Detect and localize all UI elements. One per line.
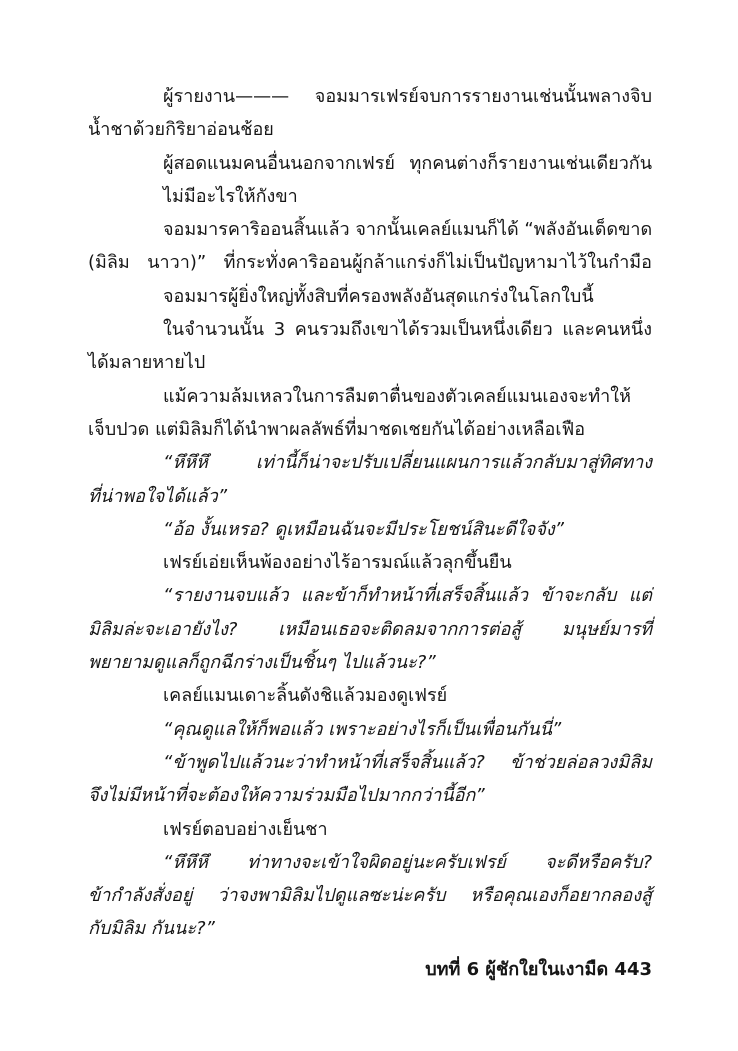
dialogue-line: กับมิลิม กันนะ?”: [88, 918, 215, 940]
narration-line: ไม่มีอะไรให้กังขา: [163, 185, 298, 207]
page-body-text: [88, 80, 652, 946]
narration-line: ผู้รายงาน——— จอมมารเฟรย์จบการรายงานเช่นนั้นพลางจิบ: [163, 86, 652, 107]
narration-line: จอมมารคาริออนสิ้นแล้ว จากนั้นเคลย์แมนก็ได้ “พลังอันเด็ดขาด: [163, 219, 653, 241]
dialogue-line: มิลิมล่ะจะเอายังไง? เหมือนเธอจะติดลมจากการต่อสู้ มนุษย์มารที่: [88, 618, 652, 640]
page-number: 443: [614, 959, 652, 980]
narration-line: เฟรย์ตอบอย่างเย็นชา: [163, 818, 328, 840]
dialogue-line: “หึหึหึ ท่าทางจะเข้าใจผิดอยู่นะครับเฟรย์ จะดีหรือครับ?: [163, 851, 652, 873]
narration-line: ในจำนวนนั้น 3 คนรวมถึงเขาได้รวมเป็นหนึ่งเดียว และคนหนึ่ง: [163, 319, 652, 341]
dialogue-line: “คุณดูแลให้ก็พอแล้ว เพราะอย่างไรก็เป็นเพื่อนกันนี่”: [163, 718, 562, 740]
narration-line: เจ็บปวด แต่มิลิมก็ได้นำพาผลลัพธ์ที่มาชดเชยกันได้อย่างเหลือเฟือ: [88, 418, 586, 440]
dialogue-line: “หึหึหึ เท่านี้ก็น่าจะปรับเปลี่ยนแผนการแล้วกลับมาสู่ทิศทาง: [163, 452, 652, 474]
narration-line: น้ำชาด้วยกิริยาอ่อนช้อย: [88, 119, 274, 141]
dialogue-line: “ข้าพูดไปแล้วนะว่าทำหน้าที่เสร็จสิ้นแล้ว? ข้าช่วยล่อลวงมิลิม: [163, 751, 652, 773]
dialogue-line: “อ้อ งั้นเหรอ? ดูเหมือนฉันจะมีประโยชน์สินะดีใจจัง”: [163, 518, 565, 540]
narration-line: ผู้สอดแนมคนอื่นนอกจากเฟรย์ ทุกคนต่างก็รายงานเช่นเดียวกัน: [163, 152, 652, 174]
chapter-title: บทที่ 6 ผู้ชักใยในเงามืด: [425, 959, 609, 980]
narration-line: เฟรย์เอ่ยเห็นพ้องอย่างไร้อารมณ์แล้วลุกขึ้นยืน: [163, 552, 512, 574]
page-footer: [88, 955, 652, 985]
narration-line: ได้มลายหายไป: [88, 352, 206, 374]
narration-line: เคลย์แมนเดาะลิ้นดังชิแล้วมองดูเฟรย์: [163, 685, 448, 707]
narration-line: (มิลิม นาวา)” ที่กระทั่งคาริออนผู้กล้าแกร่งก็ไม่เป็นปัญหามาไว้ในกำมือ: [88, 252, 652, 274]
narration-line: จอมมารผู้ยิ่งใหญ่ทั้งสิบที่ครองพลังอันสุดแกร่งในโลกใบนี้: [163, 285, 594, 307]
dialogue-line: “รายงานจบแล้ว และข้าก็ทำหน้าที่เสร็จสิ้นแล้ว ข้าจะกลับ แต่: [163, 585, 652, 607]
dialogue-line: พยายามดูแลก็ถูกฉีกร่างเป็นชิ้นๆ ไปแล้วนะ?”: [88, 652, 436, 674]
dialogue-line: ที่น่าพอใจได้แล้ว”: [88, 485, 228, 507]
dialogue-line: จึงไม่มีหน้าที่จะต้องให้ความร่วมมือไปมากกว่านี้อีก”: [88, 785, 485, 807]
dialogue-line: ข้ากำลังสั่งอยู่ ว่าจงพามิลิมไปดูแลซะน่ะครับ หรือคุณเองก็อยากลองสู้: [88, 885, 652, 907]
narration-line: แม้ความล้มเหลวในการลืมตาตื่นของตัวเคลย์แมนเองจะทำให้: [163, 385, 631, 407]
